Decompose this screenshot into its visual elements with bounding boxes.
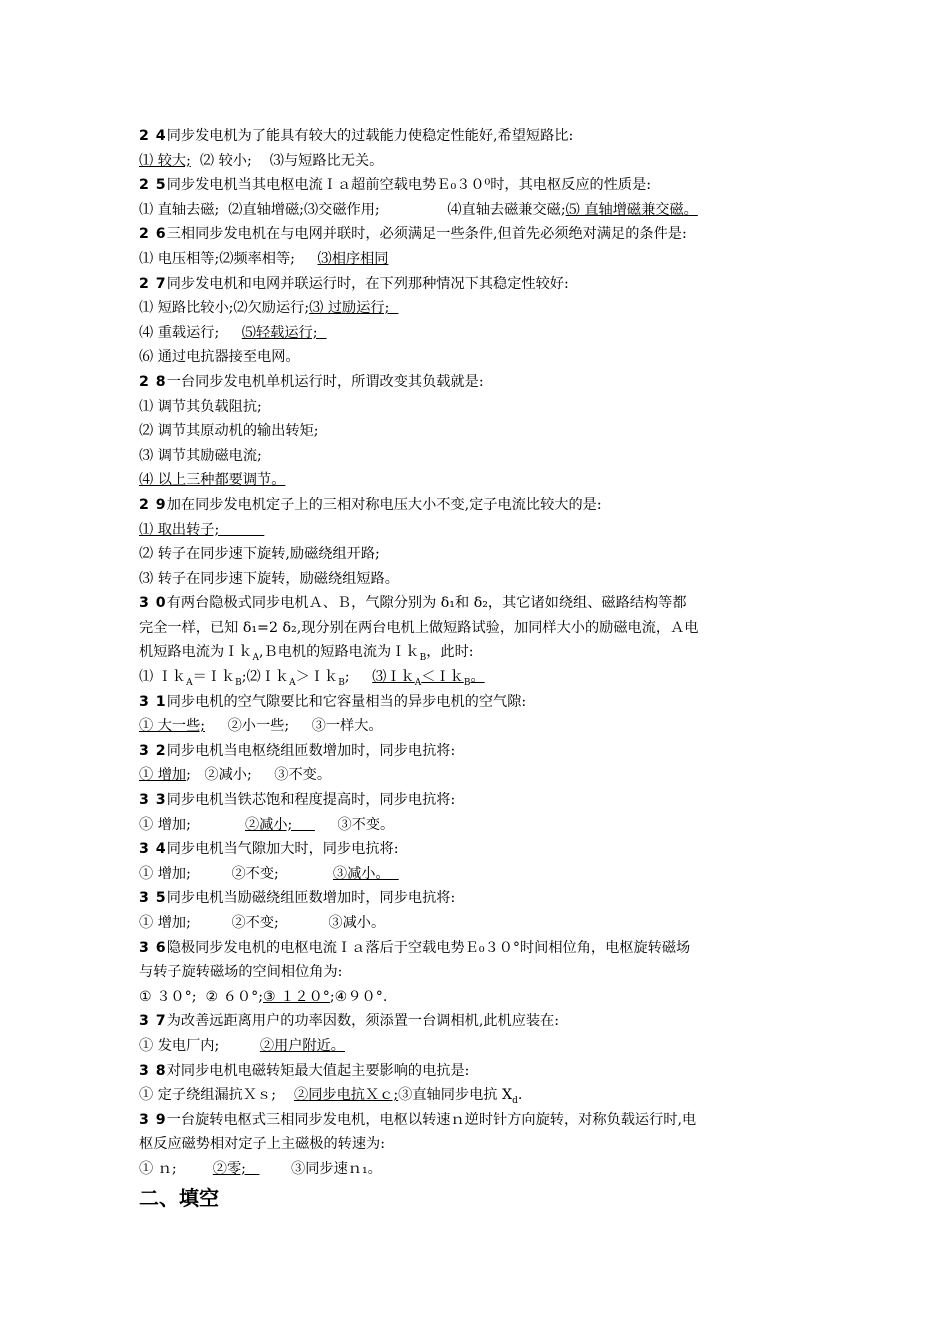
answer-option: ① 增加; xyxy=(139,816,245,833)
answer-option: ③不变。 xyxy=(314,816,395,833)
question-number: 2 7 xyxy=(139,275,167,292)
answer-option: ②小一些; ③一样大。 xyxy=(205,718,383,735)
question-number: 2 6 xyxy=(139,226,167,243)
answer-option: ⑴ Ｉｋ$_A$＝Ｉｋ$_B$;⑵Ｉｋ$_A$＞Ｉｋ$_B$; xyxy=(139,669,373,688)
question-line xyxy=(139,837,829,862)
answer-line xyxy=(139,665,829,690)
answer-option: ⑴ 电压相等;⑵频率相等; xyxy=(139,250,318,267)
question-line xyxy=(139,886,829,911)
question-line xyxy=(139,1009,829,1034)
correct-answer: ① 大一些; xyxy=(139,718,206,735)
answer-option: ① 增加; ②不变; ③减小。 xyxy=(139,915,386,931)
answer-line xyxy=(139,321,829,346)
answer-line xyxy=(139,1083,829,1108)
correct-answer: ⑴ 较大; xyxy=(139,152,191,169)
answer-line xyxy=(139,345,829,370)
answer-option: 机短路电流为Ｉｋ$_A$,Ｂ电机的短路电流为Ｉｋ$_B$，此时: xyxy=(139,644,474,664)
question-number: 2 9 xyxy=(139,496,167,513)
question-number: 3 2 xyxy=(139,742,167,759)
question-line xyxy=(139,690,829,715)
correct-answer: ⑷ 以上三种都要调节。 xyxy=(139,472,286,489)
question-text: 三相同步发电机在与电网并联时，必须满足一些条件,但首先必须绝对满足的条件是: xyxy=(166,226,687,243)
answer-line xyxy=(139,296,829,321)
answer-option: ; ②减小; ③不变。 xyxy=(186,767,332,784)
correct-answer: ⑶ 过励运行; xyxy=(309,300,399,317)
answer-line xyxy=(139,247,829,272)
answer-line xyxy=(139,542,829,567)
answer-line xyxy=(139,1132,829,1157)
answer-line xyxy=(139,149,829,174)
question-line xyxy=(139,370,829,395)
answer-line xyxy=(139,1157,829,1182)
answer-line xyxy=(139,198,829,223)
question-list xyxy=(139,124,829,1182)
section-heading: 二、填空 xyxy=(139,1185,219,1210)
answer-option: ⑴ 短路比较小;⑵欠励运行; xyxy=(139,300,310,317)
correct-answer: ②零; xyxy=(212,1160,260,1177)
correct-answer: ⑴ 取出转子; xyxy=(139,521,265,538)
answer-option: ⑴ 直轴去磁; ⑵直轴增磁;⑶交磁作用; ⑷直轴去磁兼交磁; xyxy=(139,201,566,218)
answer-line xyxy=(139,468,829,493)
question-number: 2 8 xyxy=(139,373,167,390)
answer-line xyxy=(139,444,829,469)
answer-line xyxy=(139,518,829,543)
question-line xyxy=(139,222,829,247)
question-line xyxy=(139,739,829,764)
answer-option: 完全一样，已知 δ₁=2 δ₂,现分别在两台电机上做短路试验，加同样大小的励磁电流，Ａ电 xyxy=(139,619,699,636)
question-number: 3 3 xyxy=(139,792,167,809)
answer-line xyxy=(139,960,829,985)
question-line xyxy=(139,124,829,149)
question-line xyxy=(139,936,829,961)
question-text: 同步电机的空气隙要比和它容量相当的异步电机的空气隙: xyxy=(166,693,527,710)
answer-option: ⑷ 重载运行; xyxy=(139,324,242,341)
question-text: 隐极同步发电机的电枢电流Ｉａ落后于空载电势Ｅ₀３０°时间相位角，电枢旋转磁场 xyxy=(166,939,691,956)
question-number: 2 5 xyxy=(139,177,167,194)
answer-option: 与转子旋转磁场的空间相位角为: xyxy=(139,964,343,981)
answer-option: ⑴ 调节其负载阻抗; xyxy=(139,398,262,415)
question-text: 同步发电机为了能具有较大的过载能力使稳定性能好,希望短路比: xyxy=(166,128,574,144)
question-number: 3 1 xyxy=(139,693,167,710)
question-line xyxy=(139,173,829,198)
answer-line xyxy=(139,911,829,936)
answer-line xyxy=(139,640,829,665)
answer-option: ③直轴同步电抗 $X_d$. xyxy=(398,1087,523,1106)
question-line xyxy=(139,493,829,518)
answer-option: ① ３０°; ② ６０°; xyxy=(139,988,263,1005)
question-text: 同步电机当铁芯饱和程度提高时，同步电抗将: xyxy=(166,792,456,809)
answer-line xyxy=(139,985,829,1010)
correct-answer: ⑶Ｉｋ$_A$＜Ｉｋ$_B$。 xyxy=(372,669,485,688)
question-number: 3 4 xyxy=(139,841,167,858)
question-number: 3 5 xyxy=(139,890,167,907)
question-line xyxy=(139,1108,829,1133)
correct-answer: ⑶相序相同 xyxy=(317,250,389,267)
answer-option: ① 发电厂内; xyxy=(139,1037,260,1054)
question-text: 有两台隐极式同步电机Ａ、Ｂ，气隙分别为 δ₁和 δ₂，其它诸如绕组、磁路结构等都 xyxy=(166,595,687,612)
answer-option: ① 定子绕组漏抗Ｘｓ; xyxy=(139,1087,295,1104)
question-number: 3 7 xyxy=(139,1013,167,1030)
question-number: 2 4 xyxy=(139,128,167,144)
question-line xyxy=(139,272,829,297)
answer-option: ;④９０°. xyxy=(329,988,388,1005)
question-text: 同步电机当电枢绕组匝数增加时，同步电抗将: xyxy=(166,742,456,759)
question-number: 3 0 xyxy=(139,595,167,612)
answer-line xyxy=(139,419,829,444)
question-number: 3 6 xyxy=(139,939,167,956)
answer-option: 枢反应磁势相对定子上主磁极的转速为: xyxy=(139,1136,385,1153)
question-text: 同步电机当励磁绕组匝数增加时，同步电抗将: xyxy=(166,890,456,907)
question-text: 对同步电机电磁转矩最大值起主要影响的电抗是: xyxy=(166,1062,470,1079)
correct-answer: ⑸ 直轴增磁兼交磁。 xyxy=(565,201,698,218)
question-line xyxy=(139,591,829,616)
correct-answer: ②减小; xyxy=(244,816,315,833)
correct-answer: ① 增加 xyxy=(139,767,187,784)
answer-option: ③同步速ｎ₁。 xyxy=(259,1160,382,1177)
question-text: 同步发电机当其电枢电流Ｉａ超前空载电势Ｅ₀３０⁰时，其电枢反应的性质是: xyxy=(166,177,652,194)
correct-answer: ③减小。 xyxy=(332,865,399,882)
answer-option: ⑹ 通过电抗器接至电网。 xyxy=(139,349,300,366)
question-text: 同步发电机和电网并联运行时，在下列那种情况下其稳定性较好: xyxy=(166,275,569,292)
answer-line xyxy=(139,567,829,592)
answer-option: ⑵ 调节其原动机的输出转矩; xyxy=(139,423,319,440)
question-text: 加在同步发电机定子上的三相对称电压大小不变,定子电流比较大的是: xyxy=(166,496,602,513)
correct-answer: ⑸轻载运行; xyxy=(241,324,327,341)
answer-line xyxy=(139,395,829,420)
question-text: 为改善远距离用户的功率因数，须添置一台调相机,此机应装在: xyxy=(166,1013,560,1030)
answer-line xyxy=(139,616,829,641)
answer-option: ⑶ 调节其励磁电流; xyxy=(139,447,262,464)
question-text: 同步电机当气隙加大时，同步电抗将: xyxy=(166,841,399,858)
question-text: 一台旋转电枢式三相同步发电机，电枢以转速ｎ逆时针方向旋转，对称负载运行时,电 xyxy=(166,1111,697,1128)
answer-line xyxy=(139,862,829,887)
correct-answer: ②同步电抗Ｘｃ; xyxy=(294,1087,399,1104)
answer-option: ① ｎ; xyxy=(139,1160,213,1177)
answer-line xyxy=(139,1034,829,1059)
answer-line xyxy=(139,763,829,788)
answer-option: ⑶ 转子在同步速下旋转，励磁绕组短路。 xyxy=(139,570,399,587)
answer-option: ⑵ 较小; ⑶与短路比无关。 xyxy=(190,152,384,169)
question-line xyxy=(139,1059,829,1084)
answer-option: ⑵ 转子在同步速下旋转,励磁绕组开路; xyxy=(139,546,380,563)
question-line xyxy=(139,788,829,813)
answer-line xyxy=(139,714,829,739)
document-page xyxy=(139,124,829,1213)
correct-answer: ③ １２０° xyxy=(262,988,330,1005)
question-number: 3 8 xyxy=(139,1062,167,1079)
correct-answer: ②用户附近。 xyxy=(259,1037,345,1054)
question-text: 一台同步发电机单机运行时，所谓改变其负载就是: xyxy=(166,373,484,390)
answer-line xyxy=(139,813,829,838)
answer-option: ① 增加; ②不变; xyxy=(139,865,333,882)
question-number: 3 9 xyxy=(139,1111,167,1128)
